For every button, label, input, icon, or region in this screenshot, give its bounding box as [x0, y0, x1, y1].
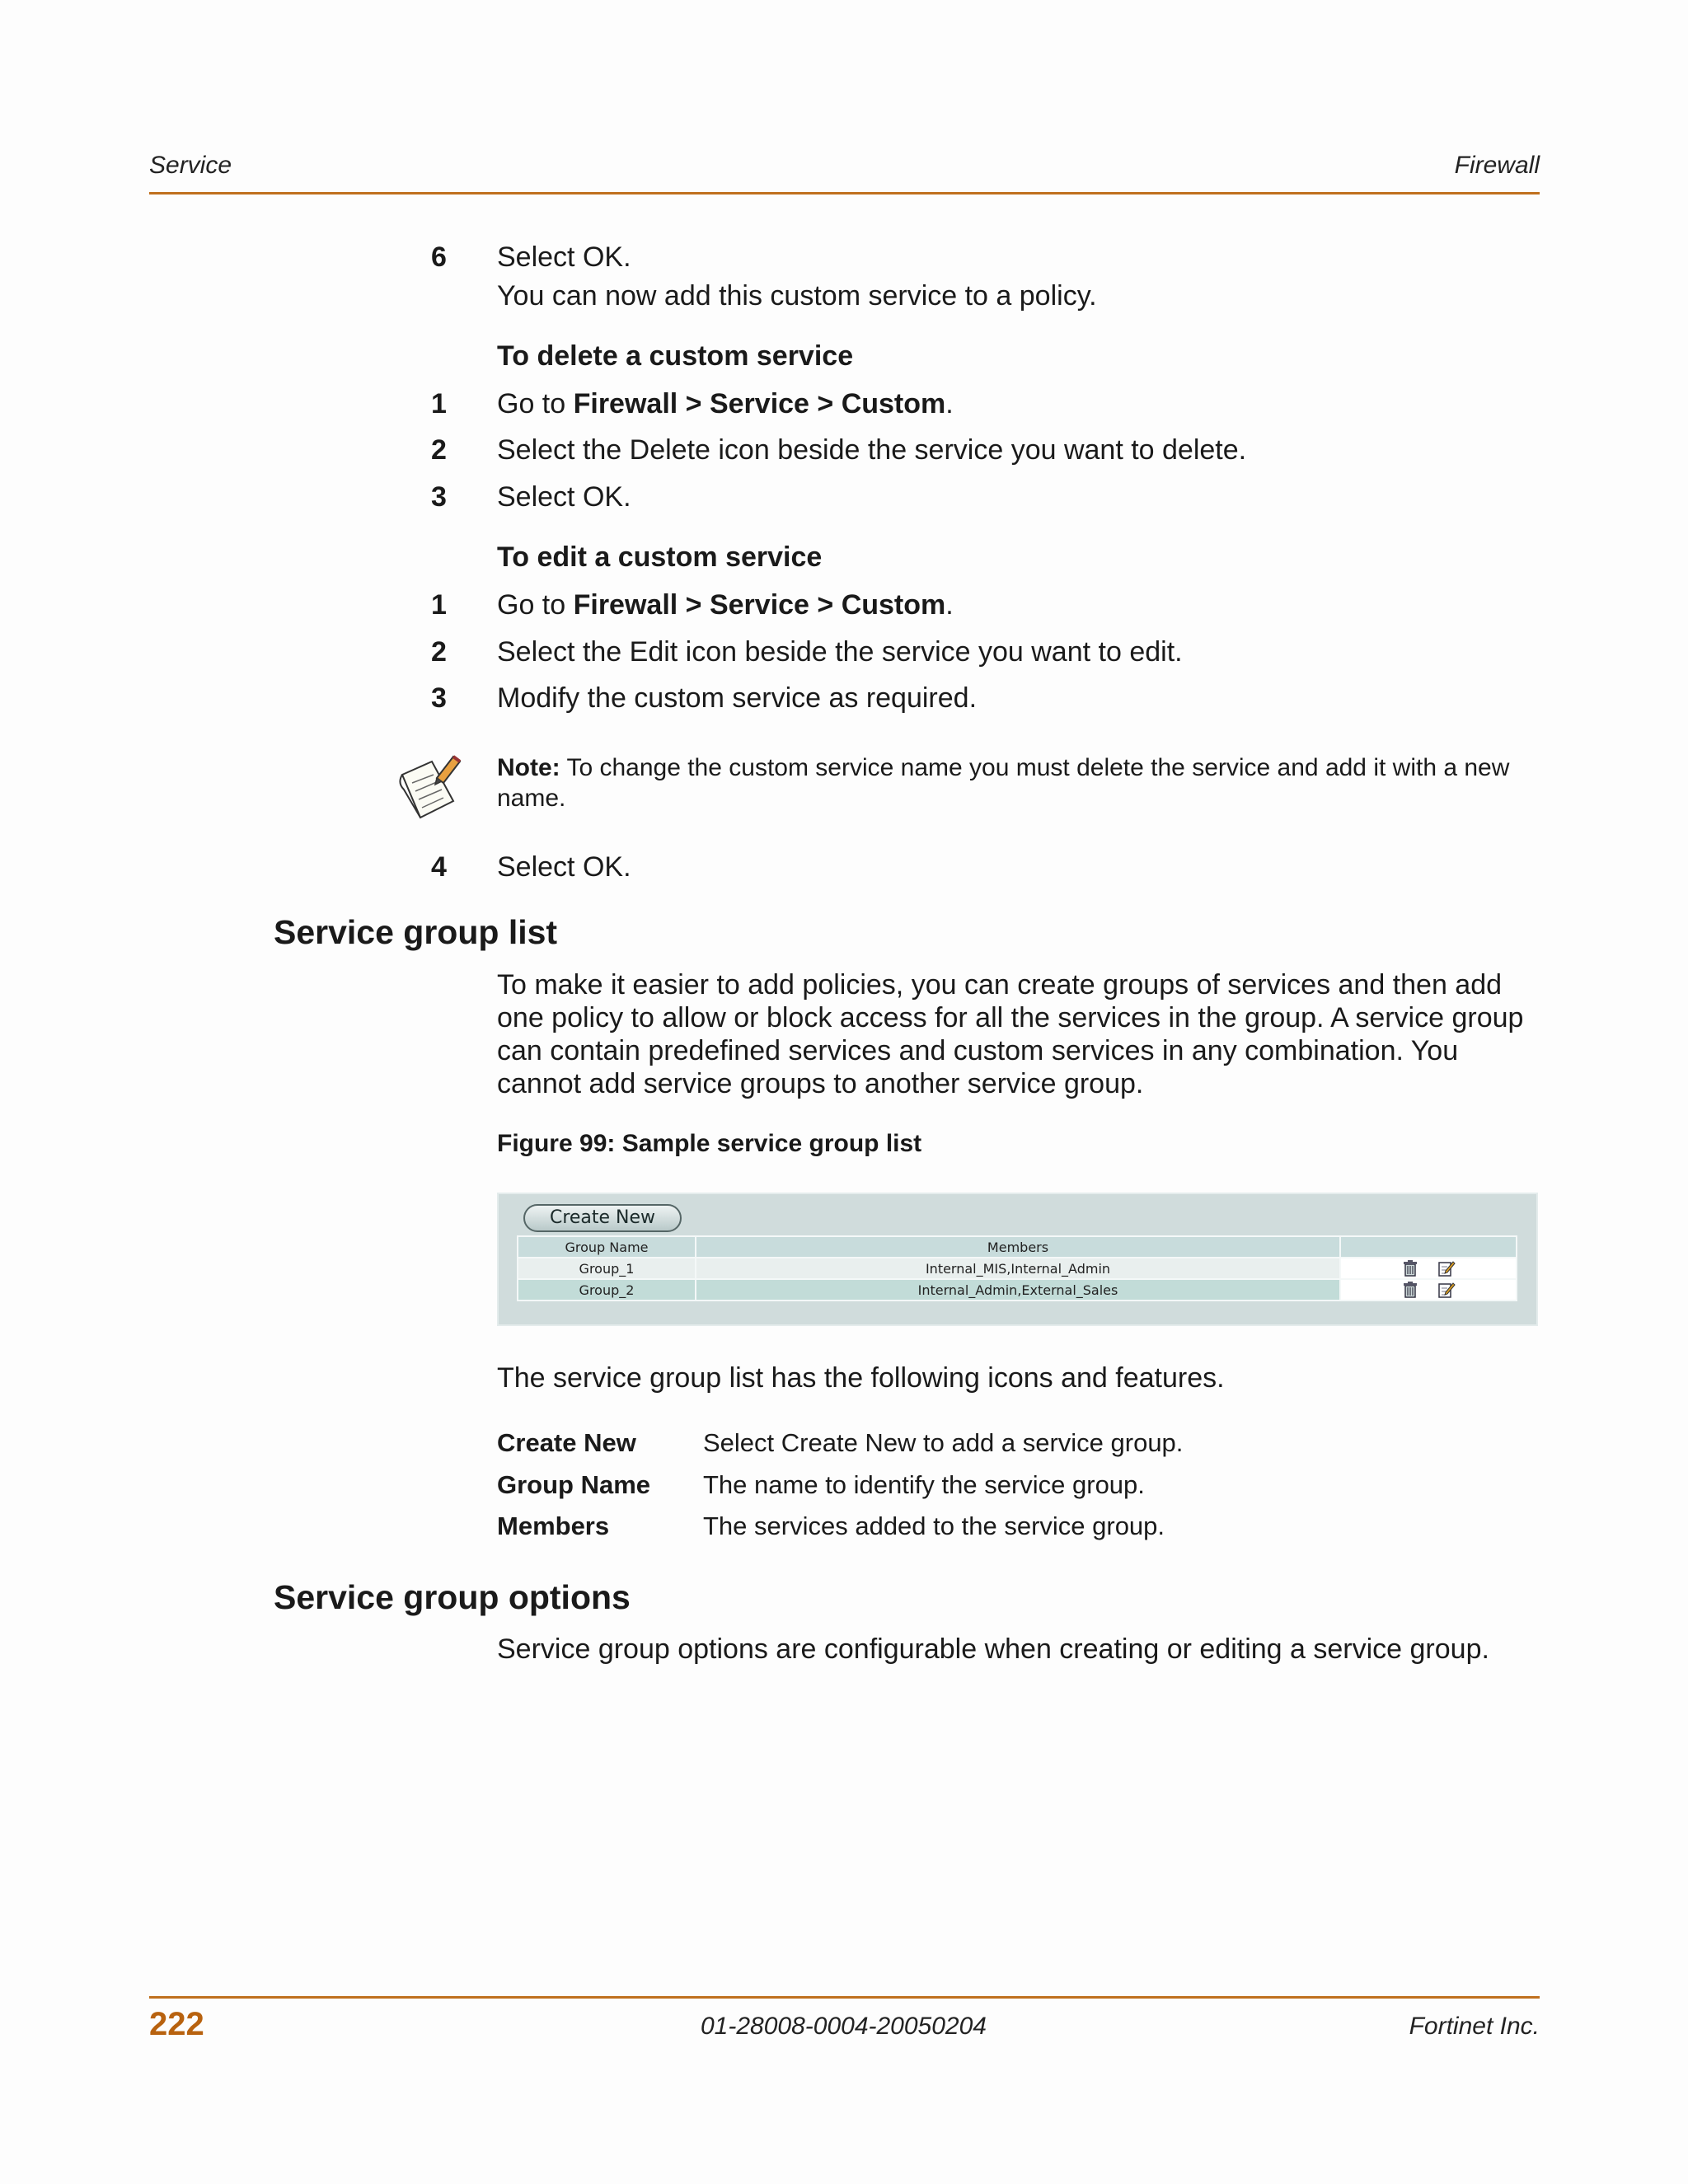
page-number: 222: [149, 2006, 204, 2042]
section-paragraph: Service group options are configurable when creating or editing a service group.: [497, 1633, 1489, 1665]
step-number: 2: [431, 434, 447, 466]
edit-icon[interactable]: [1437, 1259, 1456, 1277]
procedure-title-delete: To delete a custom service: [497, 340, 854, 372]
header-chapter-title: Firewall: [1454, 152, 1540, 179]
features-intro: The service group list has the following icons and features.: [497, 1362, 1225, 1394]
actions-cell: [1340, 1279, 1517, 1301]
figure-caption: Figure 99: Sample service group list: [497, 1130, 922, 1157]
feature-term: Create New: [497, 1428, 636, 1457]
step-number: 2: [431, 636, 447, 668]
feature-description: The services added to the service group.: [703, 1511, 1165, 1540]
edit-icon[interactable]: [1437, 1281, 1456, 1299]
feature-term: Group Name: [497, 1470, 651, 1499]
service-group-table: [517, 1235, 1517, 1301]
delete-icon[interactable]: [1401, 1259, 1419, 1277]
document-id: 01-28008-0004-20050204: [701, 2013, 987, 2040]
group-name-cell: Group_2: [518, 1279, 696, 1301]
section-heading: Service group options: [274, 1578, 631, 1616]
step-number: 3: [431, 682, 447, 714]
step-text: Select OK.: [497, 481, 631, 513]
section-paragraph: To make it easier to add policies, you can create groups of services and then add one policy to allow or block access for all the services in the group. A service group can contain predefined services and custom services in any combination. You cannot add service groups to another service group.: [497, 969, 1524, 1099]
procedure-title-edit: To edit a custom service: [497, 541, 823, 573]
header-rule: [149, 192, 1540, 194]
step-text: Modify the custom service as required.: [497, 682, 978, 714]
note-icon: [396, 750, 467, 824]
feature-description: The name to identify the service group.: [703, 1470, 1145, 1499]
create-new-button[interactable]: Create New: [523, 1204, 682, 1232]
members-cell: Internal_MIS,Internal_Admin: [696, 1258, 1340, 1279]
step-number: 1: [431, 388, 447, 419]
group-name-cell: Group_1: [518, 1258, 696, 1279]
step-followup: You can now add this custom service to a policy.: [497, 280, 1097, 312]
step-text: Select the Delete icon beside the service you want to delete.: [497, 434, 1247, 466]
section-heading: Service group list: [274, 913, 558, 951]
feature-description: Select Create New to add a service group.: [703, 1428, 1184, 1457]
service-group-list-screenshot: [497, 1193, 1538, 1326]
step-number: 3: [431, 481, 447, 513]
step-text: Go to Firewall > Service > Custom.: [497, 589, 954, 621]
table-row: [518, 1258, 1517, 1279]
column-header-members: Members: [696, 1236, 1340, 1258]
actions-cell: [1340, 1258, 1517, 1279]
footer-rule: [149, 1996, 1540, 1999]
company-name: Fortinet Inc.: [1409, 2013, 1540, 2040]
step-number: 1: [431, 589, 447, 621]
step-text: Select OK.: [497, 241, 631, 273]
column-header-actions: [1340, 1236, 1517, 1258]
delete-icon[interactable]: [1401, 1281, 1419, 1299]
table-row: [518, 1279, 1517, 1301]
step-number: 6: [431, 241, 447, 273]
step-text: Select the Edit icon beside the service you want to edit.: [497, 636, 1183, 668]
table-header-row: [518, 1236, 1517, 1258]
note-text: Note: To change the custom service name you must delete the service and add it with a new name.: [497, 754, 1510, 812]
members-cell: Internal_Admin,External_Sales: [696, 1279, 1340, 1301]
feature-term: Members: [497, 1511, 610, 1540]
step-number: 4: [431, 851, 447, 883]
step-text: Go to Firewall > Service > Custom.: [497, 388, 954, 419]
step-text: Select OK.: [497, 851, 631, 883]
header-section-title: Service: [149, 152, 232, 179]
column-header-group-name: Group Name: [518, 1236, 696, 1258]
